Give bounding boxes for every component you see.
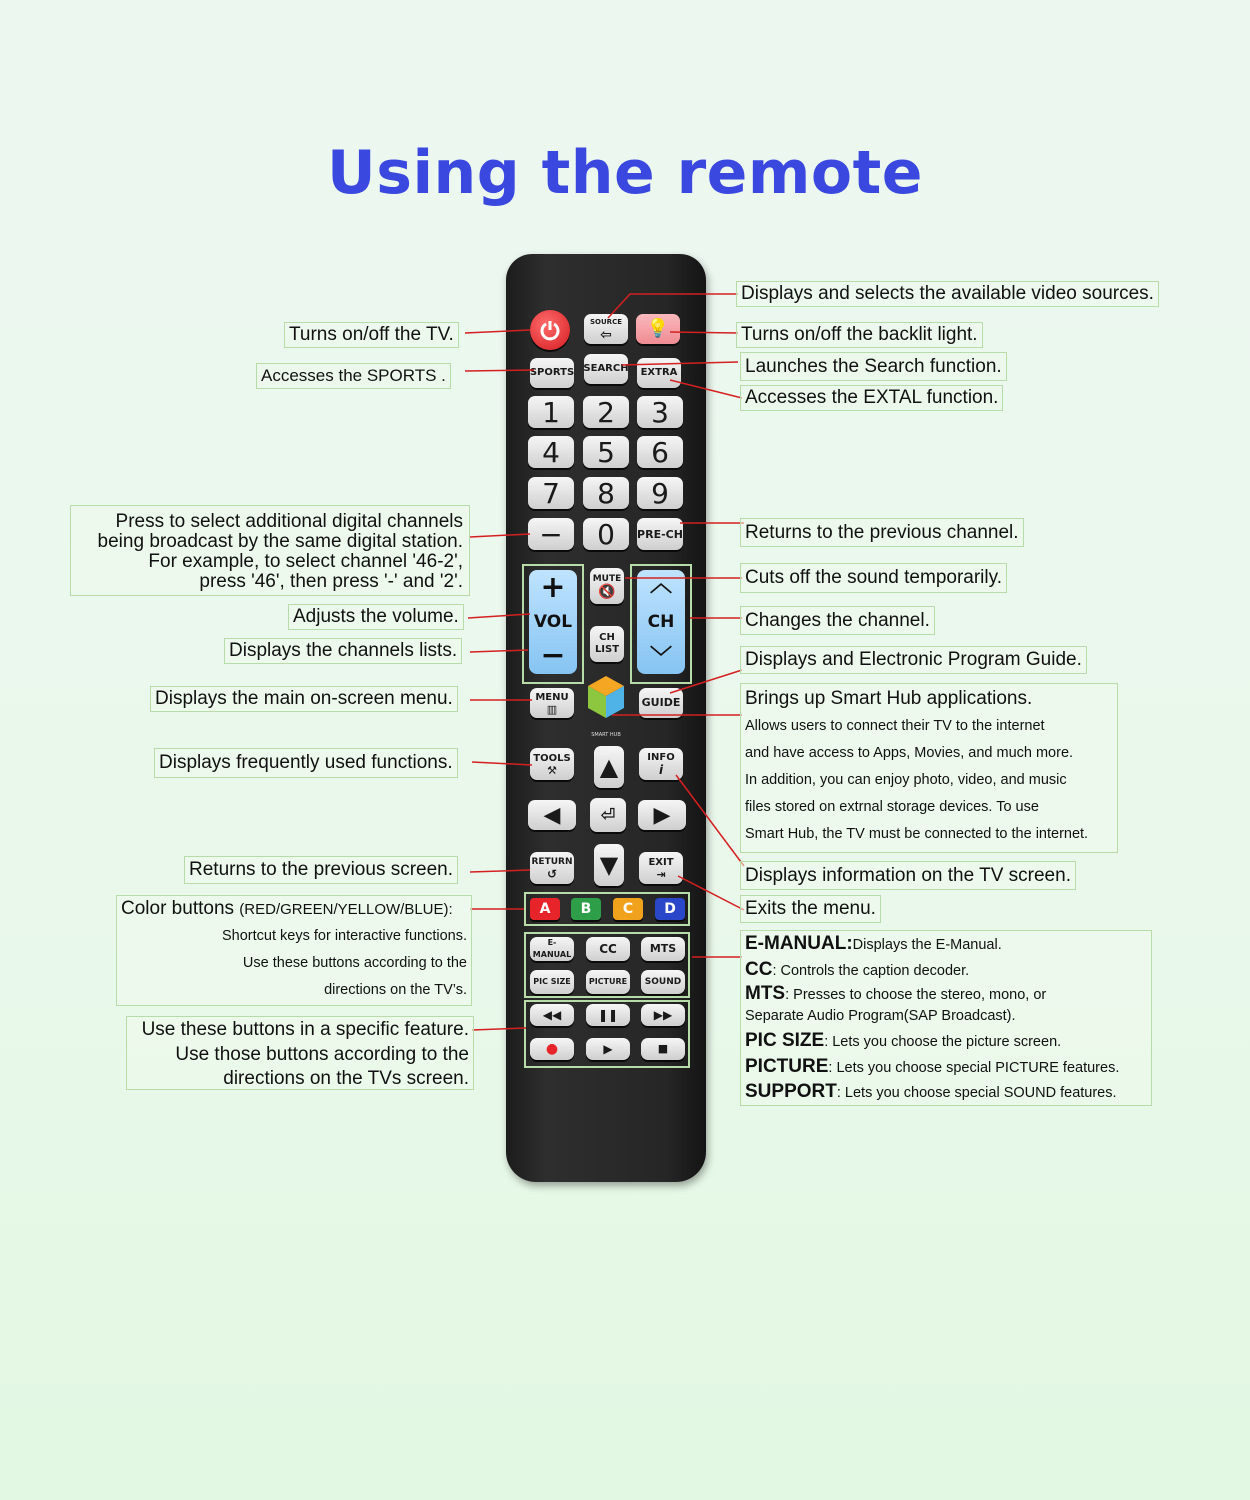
play-button[interactable]	[586, 1038, 630, 1060]
minus-icon: −	[540, 638, 566, 673]
label-return: Returns to the previous screen.	[184, 856, 458, 884]
digit-6-button[interactable]: 6	[637, 436, 683, 468]
red-a-button[interactable]: A	[530, 898, 560, 920]
digit-5-button[interactable]: 5	[583, 436, 629, 468]
left-arrow-button[interactable]	[528, 800, 576, 830]
emanual-button[interactable]: E-MANUAL	[530, 937, 574, 961]
channel-rocker[interactable]: ︿ CH ﹀	[637, 570, 685, 674]
mute-icon: 🔇	[598, 584, 616, 600]
mts-button[interactable]: MTS	[641, 937, 685, 961]
power-button[interactable]	[530, 310, 570, 350]
power-icon	[539, 319, 561, 341]
label-sports: Accesses the SPORTS .	[256, 363, 451, 389]
dash-button[interactable]: −	[528, 518, 574, 550]
return-icon: ↺	[546, 867, 558, 881]
triangle-up-icon: ▲	[599, 753, 619, 781]
mute-button[interactable]: MUTE 🔇	[590, 568, 624, 604]
pause-button[interactable]	[586, 1004, 630, 1026]
rewind-button[interactable]	[530, 1004, 574, 1026]
guide-button[interactable]: GUIDE	[639, 688, 683, 718]
picture-button[interactable]: PICTURE	[586, 970, 630, 994]
enter-icon: ⏎	[600, 804, 616, 826]
digit-8-button[interactable]: 8	[583, 477, 629, 509]
volume-rocker[interactable]: + VOL −	[529, 570, 577, 674]
label-channel: Changes the channel.	[740, 606, 935, 635]
label-exit: Exits the menu.	[740, 895, 881, 923]
label-backlight: Turns on/off the backlit light.	[736, 322, 983, 348]
label-media: Use these buttons in a specific feature. Use those buttons according to the directions on the TVs screen.	[126, 1016, 474, 1090]
label-tools: Displays frequently used functions.	[154, 748, 458, 778]
backlight-button[interactable]	[636, 314, 680, 344]
source-icon: ⇦	[600, 327, 612, 343]
record-button[interactable]	[530, 1038, 574, 1060]
chlist-button[interactable]: CH LIST	[590, 626, 624, 662]
source-button[interactable]: SOURCE ⇦	[584, 314, 628, 344]
rewind-icon: ◀◀	[542, 1008, 562, 1022]
info-icon: i	[658, 763, 664, 777]
up-arrow-button[interactable]	[594, 746, 624, 788]
menu-icon: ▥	[546, 702, 558, 716]
fast-forward-icon: ▶▶	[653, 1008, 673, 1022]
smart-hub-button[interactable]	[586, 674, 626, 720]
label-source: Displays and selects the available video sources.	[736, 281, 1159, 307]
tools-icon: ⚒	[547, 763, 557, 777]
exit-icon: ⇥	[656, 867, 666, 881]
blue-d-button[interactable]: D	[655, 898, 685, 920]
label-functions: E-MANUAL:Displays the E-Manual. CC: Controls the caption decoder. MTS: Presses to choose the stereo, mono, or Separate Audio Program(SAP Broadcast). PIC SIZE: Lets you choose the picture screen. PICTURE: Lets you choose special PICTURE features. SUPPORT: Lets you choose special SOUND features.	[740, 930, 1152, 1106]
label-extra: Accesses the EXTAL function.	[740, 385, 1003, 411]
yellow-c-button[interactable]: C	[613, 898, 643, 920]
digit-0-button[interactable]: 0	[583, 518, 629, 550]
triangle-left-icon: ◀	[543, 802, 561, 828]
smart-hub-label: SMART HUB	[591, 732, 621, 738]
chevron-up-icon: ︿	[649, 572, 672, 597]
label-search: Launches the Search function.	[740, 352, 1007, 381]
fast-forward-button[interactable]	[641, 1004, 685, 1026]
info-button[interactable]: INFO i	[639, 748, 683, 780]
label-dash: Press to select additional digital channels being broadcast by the same digital station. For example, to select channel '46-2', press '46', then press '-' and '2'.	[70, 505, 470, 596]
sound-button[interactable]: SOUND	[641, 970, 685, 994]
label-power: Turns on/off the TV.	[284, 322, 459, 348]
label-mute: Cuts off the sound temporarily.	[740, 563, 1007, 593]
digit-1-button[interactable]: 1	[528, 396, 574, 428]
tools-button[interactable]: TOOLS ⚒	[530, 748, 574, 780]
cc-button[interactable]: CC	[586, 937, 630, 961]
digit-9-button[interactable]: 9	[637, 477, 683, 509]
label-info: Displays information on the TV screen.	[740, 861, 1076, 890]
label-prech: Returns to the previous channel.	[740, 518, 1024, 547]
extra-button[interactable]: EXTRA	[637, 358, 681, 388]
label-color: Color buttons (RED/GREEN/YELLOW/BLUE): Shortcut keys for interactive functions. Use these buttons according to the directions on the TV’s.	[116, 895, 472, 1006]
stop-button[interactable]	[641, 1038, 685, 1060]
label-smarthub: Brings up Smart Hub applications. Allows users to connect their TV to the internet and have access to Apps, Movies, and much more. In addition, you can enjoy photo, video, and music files stored on extrnal storage devices. To use Smart Hub, the TV must be connected to the internet.	[740, 683, 1118, 853]
smart-hub-cube-icon	[586, 674, 626, 720]
pause-icon: ❚❚	[597, 1008, 619, 1022]
prech-button[interactable]: PRE-CH	[637, 518, 683, 550]
chevron-down-icon: ﹀	[649, 646, 672, 671]
menu-button[interactable]: MENU ▥	[530, 688, 574, 718]
lightbulb-icon: 💡	[646, 318, 670, 339]
label-chlist: Displays the channels lists.	[224, 638, 462, 664]
digit-3-button[interactable]: 3	[637, 396, 683, 428]
label-menu: Displays the main on-screen menu.	[150, 686, 458, 712]
picsize-button[interactable]: PIC SIZE	[530, 970, 574, 994]
triangle-right-icon: ▶	[653, 802, 671, 828]
page-title: Using the remote	[327, 138, 923, 208]
label-volume: Adjusts the volume.	[288, 604, 464, 630]
digit-4-button[interactable]: 4	[528, 436, 574, 468]
digit-2-button[interactable]: 2	[583, 396, 629, 428]
label-guide: Displays and Electronic Program Guide.	[740, 646, 1087, 674]
triangle-down-icon: ▼	[599, 851, 619, 879]
sports-button[interactable]: SPORTS	[530, 358, 574, 388]
exit-button[interactable]: EXIT ⇥	[639, 852, 683, 884]
play-icon: ▶	[603, 1042, 613, 1056]
search-button[interactable]: SEARCH	[584, 354, 628, 384]
down-arrow-button[interactable]	[594, 844, 624, 886]
enter-button[interactable]	[590, 798, 626, 832]
plus-icon: +	[540, 570, 566, 605]
record-icon: ●	[545, 1041, 559, 1057]
remote-control	[506, 254, 706, 1182]
green-b-button[interactable]: B	[571, 898, 601, 920]
stop-icon: ■	[657, 1042, 669, 1055]
digit-7-button[interactable]: 7	[528, 477, 574, 509]
right-arrow-button[interactable]	[638, 800, 686, 830]
return-button[interactable]: RETURN ↺	[530, 852, 574, 884]
